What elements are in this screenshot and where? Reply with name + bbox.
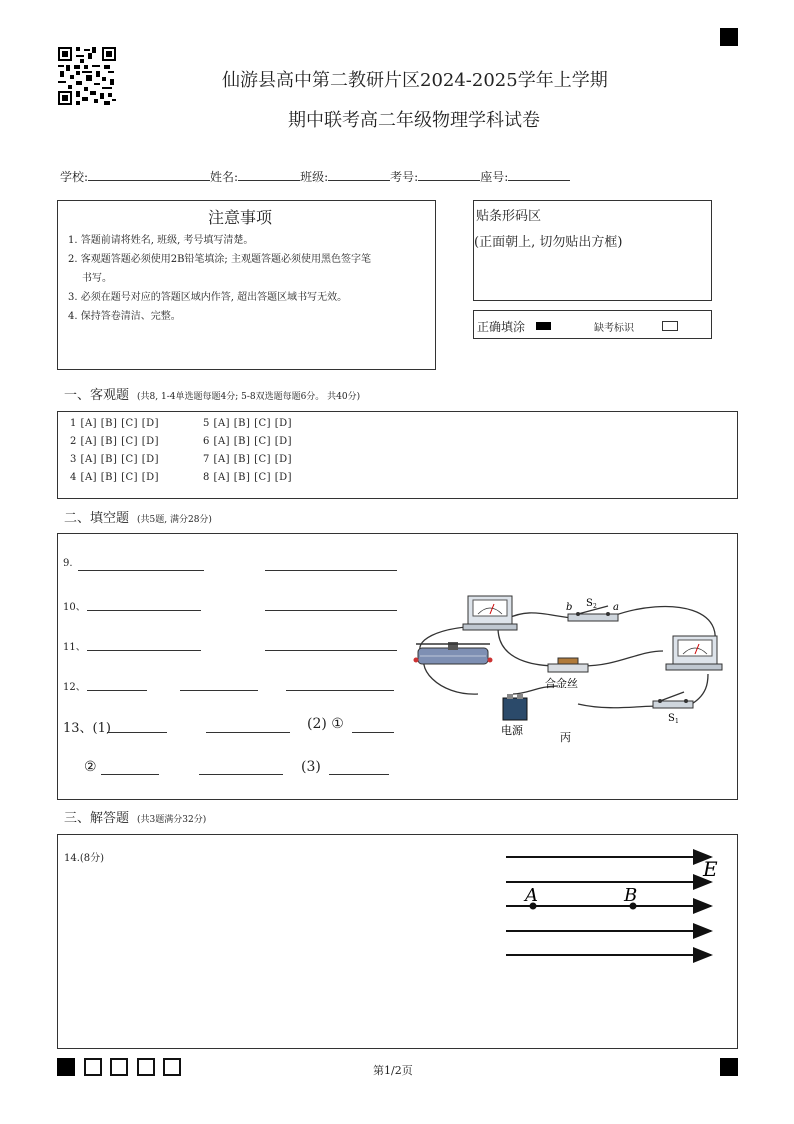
q13-part2-label: (2) ① xyxy=(307,716,344,732)
section3-note: (共3题满分32分) xyxy=(137,815,207,825)
barcode-area xyxy=(473,200,712,301)
q13-blank-1[interactable] xyxy=(107,732,167,733)
class-label: 班级: xyxy=(300,170,329,184)
notice-rule: 2. 客观题答题必须使用2B铅笔填涂; 主观题答题必须使用黑色签字笔 xyxy=(68,254,371,265)
point-b-label: B xyxy=(624,885,638,906)
q10-label: 10、 xyxy=(63,602,86,613)
correct-fill-label: 正确填涂 xyxy=(477,320,526,334)
q14-label: 14.(8分) xyxy=(64,853,105,864)
page-marker-box xyxy=(84,1058,102,1076)
field-e-label: E xyxy=(703,857,718,881)
q12-blank-3[interactable] xyxy=(286,690,394,691)
notice-title: 注意事项 xyxy=(208,208,273,227)
q9-label: 9. xyxy=(63,558,73,569)
page-number: 第1/2页 xyxy=(373,1064,413,1077)
q12-label: 12、 xyxy=(63,682,86,693)
section2-header xyxy=(64,507,212,526)
q13-blank-2[interactable] xyxy=(206,732,290,733)
school-field[interactable] xyxy=(88,168,210,181)
corner-marker-bottom-right xyxy=(720,1058,738,1076)
q11-blank-1[interactable] xyxy=(87,650,201,651)
meter-2 xyxy=(666,636,722,670)
choice-row[interactable]: 6 [A] [B] [C] [D] xyxy=(203,436,293,447)
absent-mark-box[interactable] xyxy=(662,321,678,331)
wire xyxy=(498,628,558,666)
q13-circ2-label: ② xyxy=(84,759,97,775)
battery xyxy=(503,694,527,720)
q11-blank-2[interactable] xyxy=(265,650,397,651)
switch-s1 xyxy=(653,692,693,708)
section1-header xyxy=(64,384,360,403)
q13-blank-3[interactable] xyxy=(352,732,394,733)
q11-label: 11、 xyxy=(63,642,86,653)
class-field[interactable] xyxy=(328,168,390,181)
notice-rules xyxy=(68,231,436,326)
choice-row[interactable]: 1 [A] [B] [C] [D] xyxy=(70,418,160,429)
section1-title: 一、客观题 xyxy=(64,388,130,403)
seat-no-label: 座号: xyxy=(480,170,509,184)
q13-blank-4[interactable] xyxy=(101,774,159,775)
seat-no-field[interactable] xyxy=(508,168,570,181)
q12-blank-2[interactable] xyxy=(180,690,258,691)
page-marker-box xyxy=(163,1058,181,1076)
choice-row[interactable]: 4 [A] [B] [C] [D] xyxy=(70,472,160,483)
q9-blank-2[interactable] xyxy=(265,570,397,571)
absent-mark-label: 缺考标识 xyxy=(594,323,634,334)
q13-label: 13、(1) xyxy=(63,721,111,736)
wire xyxy=(578,704,658,708)
q13-blank-6[interactable] xyxy=(329,774,389,775)
notice-rule: 1. 答题前请将姓名, 班级, 考号填写清楚。 xyxy=(68,235,254,246)
switch-s2-b-label: b xyxy=(566,602,573,613)
q10-blank-2[interactable] xyxy=(265,610,397,611)
q12-blank-1[interactable] xyxy=(87,690,147,691)
choice-row[interactable]: 7 [A] [B] [C] [D] xyxy=(203,454,293,465)
section2-title: 二、填空题 xyxy=(64,511,130,526)
exam-no-label: 考号: xyxy=(390,170,419,184)
section1-note: (共8, 1-4单选题每题4分; 5-8双选题每题6分。 共40分) xyxy=(137,392,361,402)
exam-title-line1: 仙游县高中第二教研片区2024-2025学年上学期 xyxy=(222,70,608,91)
choice-row[interactable]: 2 [A] [B] [C] [D] xyxy=(70,436,160,447)
barcode-title: 贴条形码区 xyxy=(476,209,542,224)
exam-no-field[interactable] xyxy=(418,168,480,181)
choice-row[interactable]: 8 [A] [B] [C] [D] xyxy=(203,472,293,483)
corner-marker-bottom-left xyxy=(57,1058,75,1076)
notice-box xyxy=(57,200,436,370)
q9-blank-1[interactable] xyxy=(78,570,204,571)
name-field[interactable] xyxy=(238,168,300,181)
q14-answer-box[interactable] xyxy=(57,834,738,1049)
switch-s1-label: S xyxy=(668,713,675,724)
choice-row[interactable]: 3 [A] [B] [C] [D] xyxy=(70,454,160,465)
meter-1 xyxy=(463,596,517,630)
notice-rule: 4. 保持答卷清洁、完整。 xyxy=(68,311,181,322)
alloy-wire xyxy=(548,658,588,672)
point-a-label: A xyxy=(525,885,538,906)
fill-legend-box xyxy=(473,310,712,339)
alloy-label: 合金丝 xyxy=(545,677,578,690)
page-marker-box xyxy=(110,1058,128,1076)
rheostat xyxy=(414,642,493,664)
exam-title-line2: 期中联考高二年级物理学科试卷 xyxy=(288,110,540,131)
section2-note: (共5题, 满分28分) xyxy=(137,515,212,525)
notice-rule: 书写。 xyxy=(82,273,112,284)
name-label: 姓名: xyxy=(210,170,239,184)
circuit-diagram xyxy=(408,586,733,776)
corner-marker-top-right xyxy=(720,28,738,46)
electric-field-diagram xyxy=(498,845,728,965)
section3-header xyxy=(64,807,206,826)
switch-s2-label: S xyxy=(586,598,593,609)
student-info-row xyxy=(60,168,570,185)
switch-s2-sub: 2 xyxy=(593,603,597,610)
q13-part3-label: (3) xyxy=(301,759,321,775)
notice-rule: 3. 必须在题号对应的答题区域内作答, 超出答题区域书写无效。 xyxy=(68,292,348,303)
correct-fill-sample xyxy=(536,322,551,330)
objective-answer-box xyxy=(57,411,738,499)
barcode-hint: (正面朝上, 切勿贴出方框) xyxy=(474,235,623,250)
q13-blank-5[interactable] xyxy=(199,774,283,775)
page-marker-box xyxy=(137,1058,155,1076)
wire xyxy=(583,651,663,666)
section3-title: 三、解答题 xyxy=(64,811,130,826)
switch-s2-a-label: a xyxy=(613,602,619,613)
qr-code xyxy=(58,47,116,105)
fill-blank-box xyxy=(57,533,738,800)
power-label: 电源 xyxy=(501,724,523,737)
school-label: 学校: xyxy=(60,170,89,184)
choice-row[interactable]: 5 [A] [B] [C] [D] xyxy=(203,418,293,429)
q10-blank-1[interactable] xyxy=(87,610,201,611)
switch-s1-sub: 1 xyxy=(675,718,679,725)
wire xyxy=(503,613,573,621)
figure-label: 丙 xyxy=(560,731,571,744)
